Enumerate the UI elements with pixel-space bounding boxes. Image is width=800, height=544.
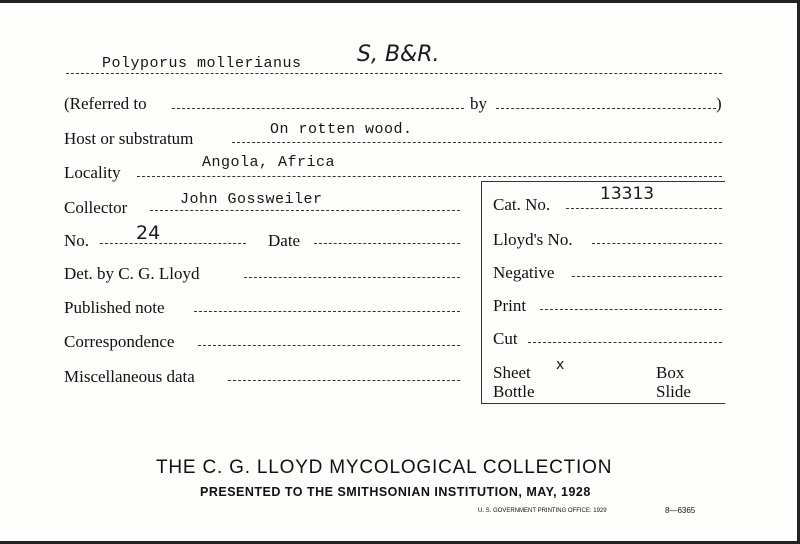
date-label: Date: [268, 231, 301, 250]
det-by-label: Det. by C. G. Lloyd: [64, 264, 200, 283]
print-label: Print: [493, 296, 527, 315]
lloyds-no-label: Lloyd's No.: [493, 230, 573, 249]
locality-value: Angola, Africa: [202, 154, 336, 171]
box-bottom-border: [481, 403, 725, 404]
no-line: [100, 243, 246, 244]
scan-edge-top: [0, 0, 800, 3]
misc-data-label: Miscellaneous data: [64, 367, 195, 386]
by-line: [496, 108, 716, 109]
locality-line: [137, 176, 722, 177]
negative-line: [572, 276, 722, 277]
printing-office: U. S. GOVERNMENT PRINTING OFFICE: 1929: [478, 508, 607, 514]
slide-label: Slide: [656, 382, 691, 401]
host-value: On rotten wood.: [270, 121, 413, 138]
referred-to-line: [172, 108, 464, 109]
no-label: No.: [64, 231, 90, 250]
by-label: by: [470, 94, 487, 113]
correspondence-line: [198, 345, 460, 346]
close-paren: ): [716, 94, 722, 113]
species-name: Polyporus mollerianus: [102, 55, 302, 72]
box-left-border: [481, 181, 482, 404]
bottle-label: Bottle: [493, 382, 535, 401]
sheet-label: Sheet: [493, 363, 531, 382]
published-note-label: Published note: [64, 298, 165, 317]
collector-value: John Gossweiler: [180, 191, 323, 208]
footer-title: THE C. G. LLOYD MYCOLOGICAL COLLECTION: [156, 457, 613, 478]
host-label: Host or substratum: [64, 129, 194, 148]
collector-line: [150, 210, 460, 211]
host-line: [232, 142, 722, 143]
misc-data-line: [228, 380, 460, 381]
cut-line: [528, 342, 722, 343]
form-number: 8—6365: [665, 506, 696, 515]
cut-label: Cut: [493, 329, 518, 348]
negative-label: Negative: [493, 263, 555, 282]
lloyds-no-line: [592, 243, 722, 244]
correspondence-label: Correspondence: [64, 332, 175, 351]
print-line: [540, 309, 722, 310]
referred-to-label: (Referred to: [64, 94, 147, 113]
cat-no-line: [566, 208, 722, 209]
published-note-line: [194, 311, 460, 312]
cat-no-value: 13313: [600, 184, 655, 204]
sheet-mark: x: [556, 357, 565, 373]
locality-label: Locality: [64, 163, 121, 182]
authority-handwritten: S, B&R.: [357, 42, 440, 67]
det-by-line: [244, 277, 460, 278]
footer-subtitle: PRESENTED TO THE SMITHSONIAN INSTITUTION, MAY, 1928: [200, 485, 591, 499]
box-top-border: [481, 181, 725, 182]
no-value: 24: [136, 222, 161, 244]
species-line: [66, 73, 722, 74]
box-label: Box: [656, 363, 685, 382]
cat-no-label: Cat. No.: [493, 195, 551, 214]
date-line: [314, 243, 460, 244]
collector-label: Collector: [64, 198, 128, 217]
